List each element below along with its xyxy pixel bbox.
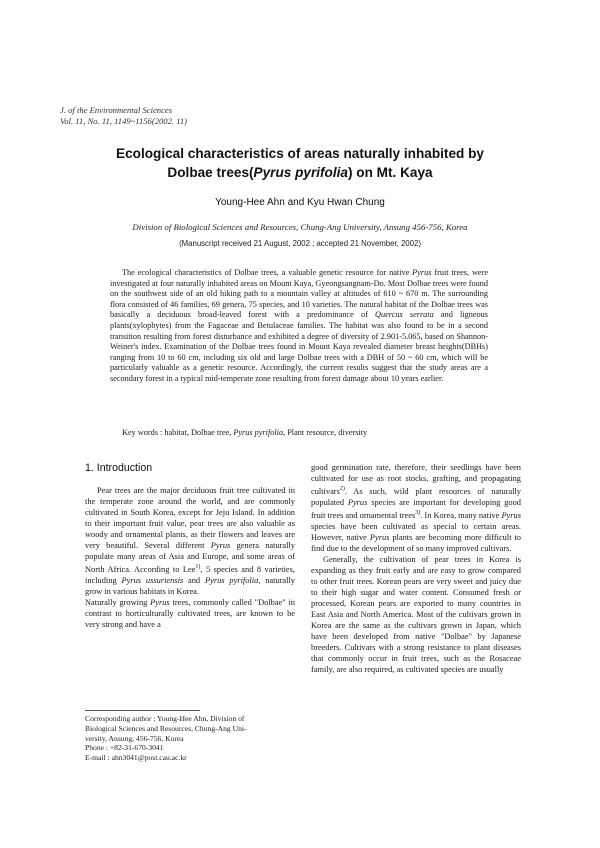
- keywords: [110, 428, 510, 437]
- authors: Young-Hee Ahn and Kyu Hwan Chung: [215, 197, 385, 208]
- title-line-2: [60, 163, 540, 182]
- paragraph-text: Pear trees are the major deciduous fruit tree cultivated in the temperate zone around the world, and are commonly cultivated in South Korea, except for Jeju Island. In addition to their important fruit value, pear trees are also valuable as woody and ornamental plants, as their flowers and leaves are very beautiful. Several different: [85, 486, 295, 551]
- journal-name: J. of the Environmental Sciences: [60, 105, 173, 115]
- keywords-text: , Plant resource, diversity: [283, 428, 368, 437]
- keywords-label: Key words :: [122, 428, 165, 437]
- paragraph-text: genera naturally populate many areas of Asia and Europe, and some areas of North Africa. According to Lee: [85, 541, 295, 575]
- keywords-text: habitat, Dolbae tree,: [164, 428, 234, 437]
- footnote-email: E-mail : ahn3041@post.cau.ac.kr: [85, 753, 187, 763]
- paragraph-text: and: [183, 576, 205, 586]
- paragraph-text: , 5 species and 8 varieties, including: [85, 565, 295, 586]
- abstract-species: Quercus serrata: [375, 310, 434, 320]
- genus-name: Pyrus: [501, 510, 521, 520]
- paragraph: [85, 485, 295, 597]
- footnote-line: Corresponding author ; Young-Hee Ahn, Division of: [85, 714, 245, 723]
- affiliation: Division of Biological Sciences and Resources, Chung-Ang University, Ansung 456-756, Korea: [132, 222, 468, 232]
- citation-ref: 2): [339, 486, 345, 493]
- section-heading: 1. Introduction: [85, 462, 153, 474]
- left-column: [85, 485, 295, 630]
- title-line-1: Ecological characteristics of areas naturally inhabited by: [116, 146, 484, 161]
- genus-name: Pyrus: [150, 598, 170, 608]
- paragraph: [85, 597, 295, 630]
- footnote-line: Phone : +82-31-670-3041: [85, 743, 164, 753]
- abstract-text: fruit trees, were investigated at four naturally inhabited areas on Mount Kaya, Gyeongsangnam-Do. Most Dolbae trees were found on the southwest side of an old hiking path to a mountain valley at altitudes of 610 ~ 670 m. The surrounding flora consisted of 46 families, 69 genera, 75 species, and 10 varieties. The natural habitat of the Dolbae trees was basically a deciduous broad-leaved forest with a predominance of: [110, 268, 488, 320]
- paragraph: Generally, the cultivation of pear trees in Korea is expanding as they fruit early and are easy to grow compared to other fruit trees. Korean pears are very sweet and juicy due to their high sugar and water content. Consumed fresh or processed, Korean pears are exported to many countries in East Asia and North America. Most of the cultivars grown in Korea are the same as the cultivars grown in Japan, which have been developed from native "Dolbae" by Japanese breeders. Cultivars with a strong resistance to plant diseases that commonly occur in fruit trees, such as the Rosaceae family, are also required, as cultivated species are usually: [311, 554, 521, 675]
- journal-volume: Vol. 11, No. 11, 1149~1156(2002. 11): [60, 116, 188, 126]
- genus-name: Pyrus: [347, 497, 368, 507]
- genus-name: Pyrus: [210, 541, 231, 551]
- manuscript-dates: (Manuscript received 21 August, 2002 ; accepted 21 November, 2002): [179, 239, 421, 248]
- abstract: [110, 268, 488, 385]
- species-name: Pyrus pyrifolia,: [205, 576, 261, 586]
- right-column: [311, 462, 521, 675]
- paragraph-text: species have been cultivated as special to certain areas. However, native: [311, 521, 521, 542]
- citation-ref: 1): [195, 564, 201, 571]
- genus-name: Pyrus: [369, 532, 390, 542]
- paper-title: [60, 144, 540, 182]
- footnote-line: versity, Ansung, 456-756, Korea: [85, 733, 184, 743]
- abstract-genus: Pyrus: [412, 268, 432, 277]
- title-text: Dolbae trees(: [167, 165, 254, 180]
- paragraph-text: plants are becoming more difficult to find due to the development of so many improved cultivars.: [311, 532, 521, 553]
- abstract-text: and ligneous plants(xylophytes) from the Fagaceae and Betulaceae families. The habitat was also found to be in a second transition resulting from forest disturbance and exhibited a degree of diversity of 2.901-5.065, based on Shannon-Weiner's index. Examination of the Dolbae trees found in Mount Kaya revealed diameter breast heights(DBHs) ranging from 10 to 60 cm, including six old and large Dolbae trees with a DBH of 50 ~ 60 cm, which will be particularly valuable as a genetic resource. Accordingly, the current results suggest that the study areas are a secondary forest in a typical mid-temperate zone resulting from forest damage about 10 years earlier.: [110, 310, 488, 383]
- journal-citation: [60, 105, 187, 127]
- footnote: [85, 714, 299, 763]
- paragraph-text: good germination rate, therefore, their seedlings have been cultivated for use as root stocks, grafting, and propagating cultivars: [311, 463, 521, 496]
- paragraph-text: . As such, wild plant resources of naturally populated: [311, 486, 521, 507]
- paragraph-text: trees, commonly called "Dolbae" in contrast to horticulturally cultivated trees, are known to be very strong and have a: [85, 598, 295, 630]
- paragraph-text: Naturally growing: [85, 598, 151, 608]
- paragraph-text: species are important for developing good fruit trees and ornamental trees: [311, 497, 521, 520]
- footnote-line: Biological Sciences and Resources, Chung-Ang Uni-: [85, 723, 247, 733]
- citation-ref: 3): [415, 509, 421, 516]
- title-species: Pyrus pyrifolia: [253, 165, 348, 180]
- keywords-species: Pyrus pyrifolia: [233, 428, 284, 437]
- species-name: Pyrus ussuriensis: [121, 576, 184, 586]
- paragraph: [311, 462, 521, 554]
- paragraph-text: . In Korea, many native: [420, 510, 502, 520]
- footnote-rule: [85, 710, 200, 711]
- title-text-end: ) on Mt. Kaya: [347, 165, 433, 180]
- abstract-text: The ecological characteristics of Dolbae trees, a valuable genetic resource for native: [122, 268, 413, 277]
- paragraph-text: naturally grow in various habitats in Korea.: [85, 576, 295, 597]
